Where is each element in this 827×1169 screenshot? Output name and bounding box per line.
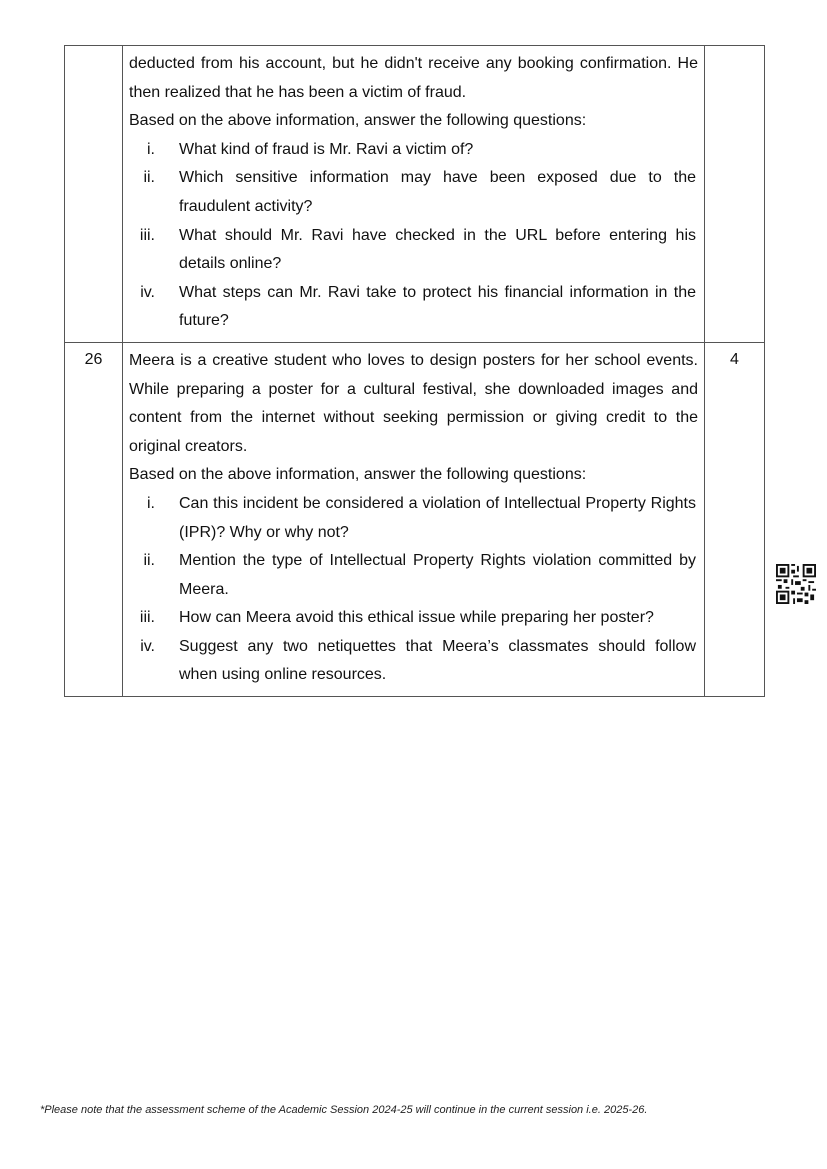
sub-question-list	[129, 136, 698, 336]
question-table	[64, 45, 765, 697]
question-number: 26	[65, 342, 123, 696]
roman-numeral: iv.	[140, 637, 155, 655]
question-marks: 4	[705, 342, 765, 696]
sub-question	[129, 547, 698, 604]
sub-question-text: What kind of fraud is Mr. Ravi a victim of?	[179, 140, 474, 158]
sub-question-text: Can this incident be considered a violation of Intellectual Property Rights (IPR)? Why or why not?	[179, 494, 696, 541]
roman-numeral: iii.	[139, 226, 155, 244]
sub-question-text: Which sensitive information may have been exposed due to the fraudulent activity?	[179, 169, 696, 215]
sub-question-text: What steps can Mr. Ravi take to protect his financial information in the future?	[179, 283, 696, 330]
roman-numeral: iii.	[139, 609, 155, 627]
question-body	[123, 342, 705, 696]
case-paragraph: deducted from his account, but he didn't receive any booking confirmation. He then realized that he has been a victim of fraud.	[129, 55, 698, 101]
qr-code-icon	[776, 564, 816, 604]
roman-numeral: i.	[147, 494, 155, 512]
case-paragraph: Meera is a creative student who loves to design posters for her school events. While preparing a poster for a cultural festival, she downloaded images and content from the internet without seeking permission or giving credit to the original creators.	[129, 351, 698, 455]
footnote: *Please note that the assessment scheme of the Academic Session 2024-25 will continue in the current session i.e. 2025-26.	[40, 1104, 648, 1116]
sub-question	[129, 633, 698, 690]
sub-question	[129, 604, 698, 633]
sub-question-list	[129, 490, 698, 690]
table-row	[65, 46, 765, 343]
roman-numeral: ii.	[143, 169, 155, 187]
instruction-text: Based on the above information, answer the following questions:	[129, 112, 587, 130]
roman-numeral: ii.	[143, 552, 155, 570]
question-body	[123, 46, 705, 343]
question-marks	[705, 46, 765, 343]
sub-question	[129, 279, 698, 336]
instruction-text: Based on the above information, answer the following questions:	[129, 466, 587, 484]
sub-question	[129, 164, 698, 221]
sub-question	[129, 136, 698, 165]
sub-question	[129, 222, 698, 279]
roman-numeral: iv.	[140, 283, 155, 301]
sub-question-text: What should Mr. Ravi have checked in the URL before entering his details online?	[179, 226, 696, 273]
sub-question-text: How can Meera avoid this ethical issue while preparing her poster?	[179, 609, 654, 627]
sub-question-text: Suggest any two netiquettes that Meera’s classmates should follow when using online resources.	[179, 637, 696, 684]
question-number	[65, 46, 123, 343]
roman-numeral: i.	[147, 140, 155, 158]
table-row	[65, 342, 765, 696]
sub-question	[129, 490, 698, 547]
sub-question-text: Mention the type of Intellectual Property Rights violation committed by Meera.	[179, 552, 696, 598]
